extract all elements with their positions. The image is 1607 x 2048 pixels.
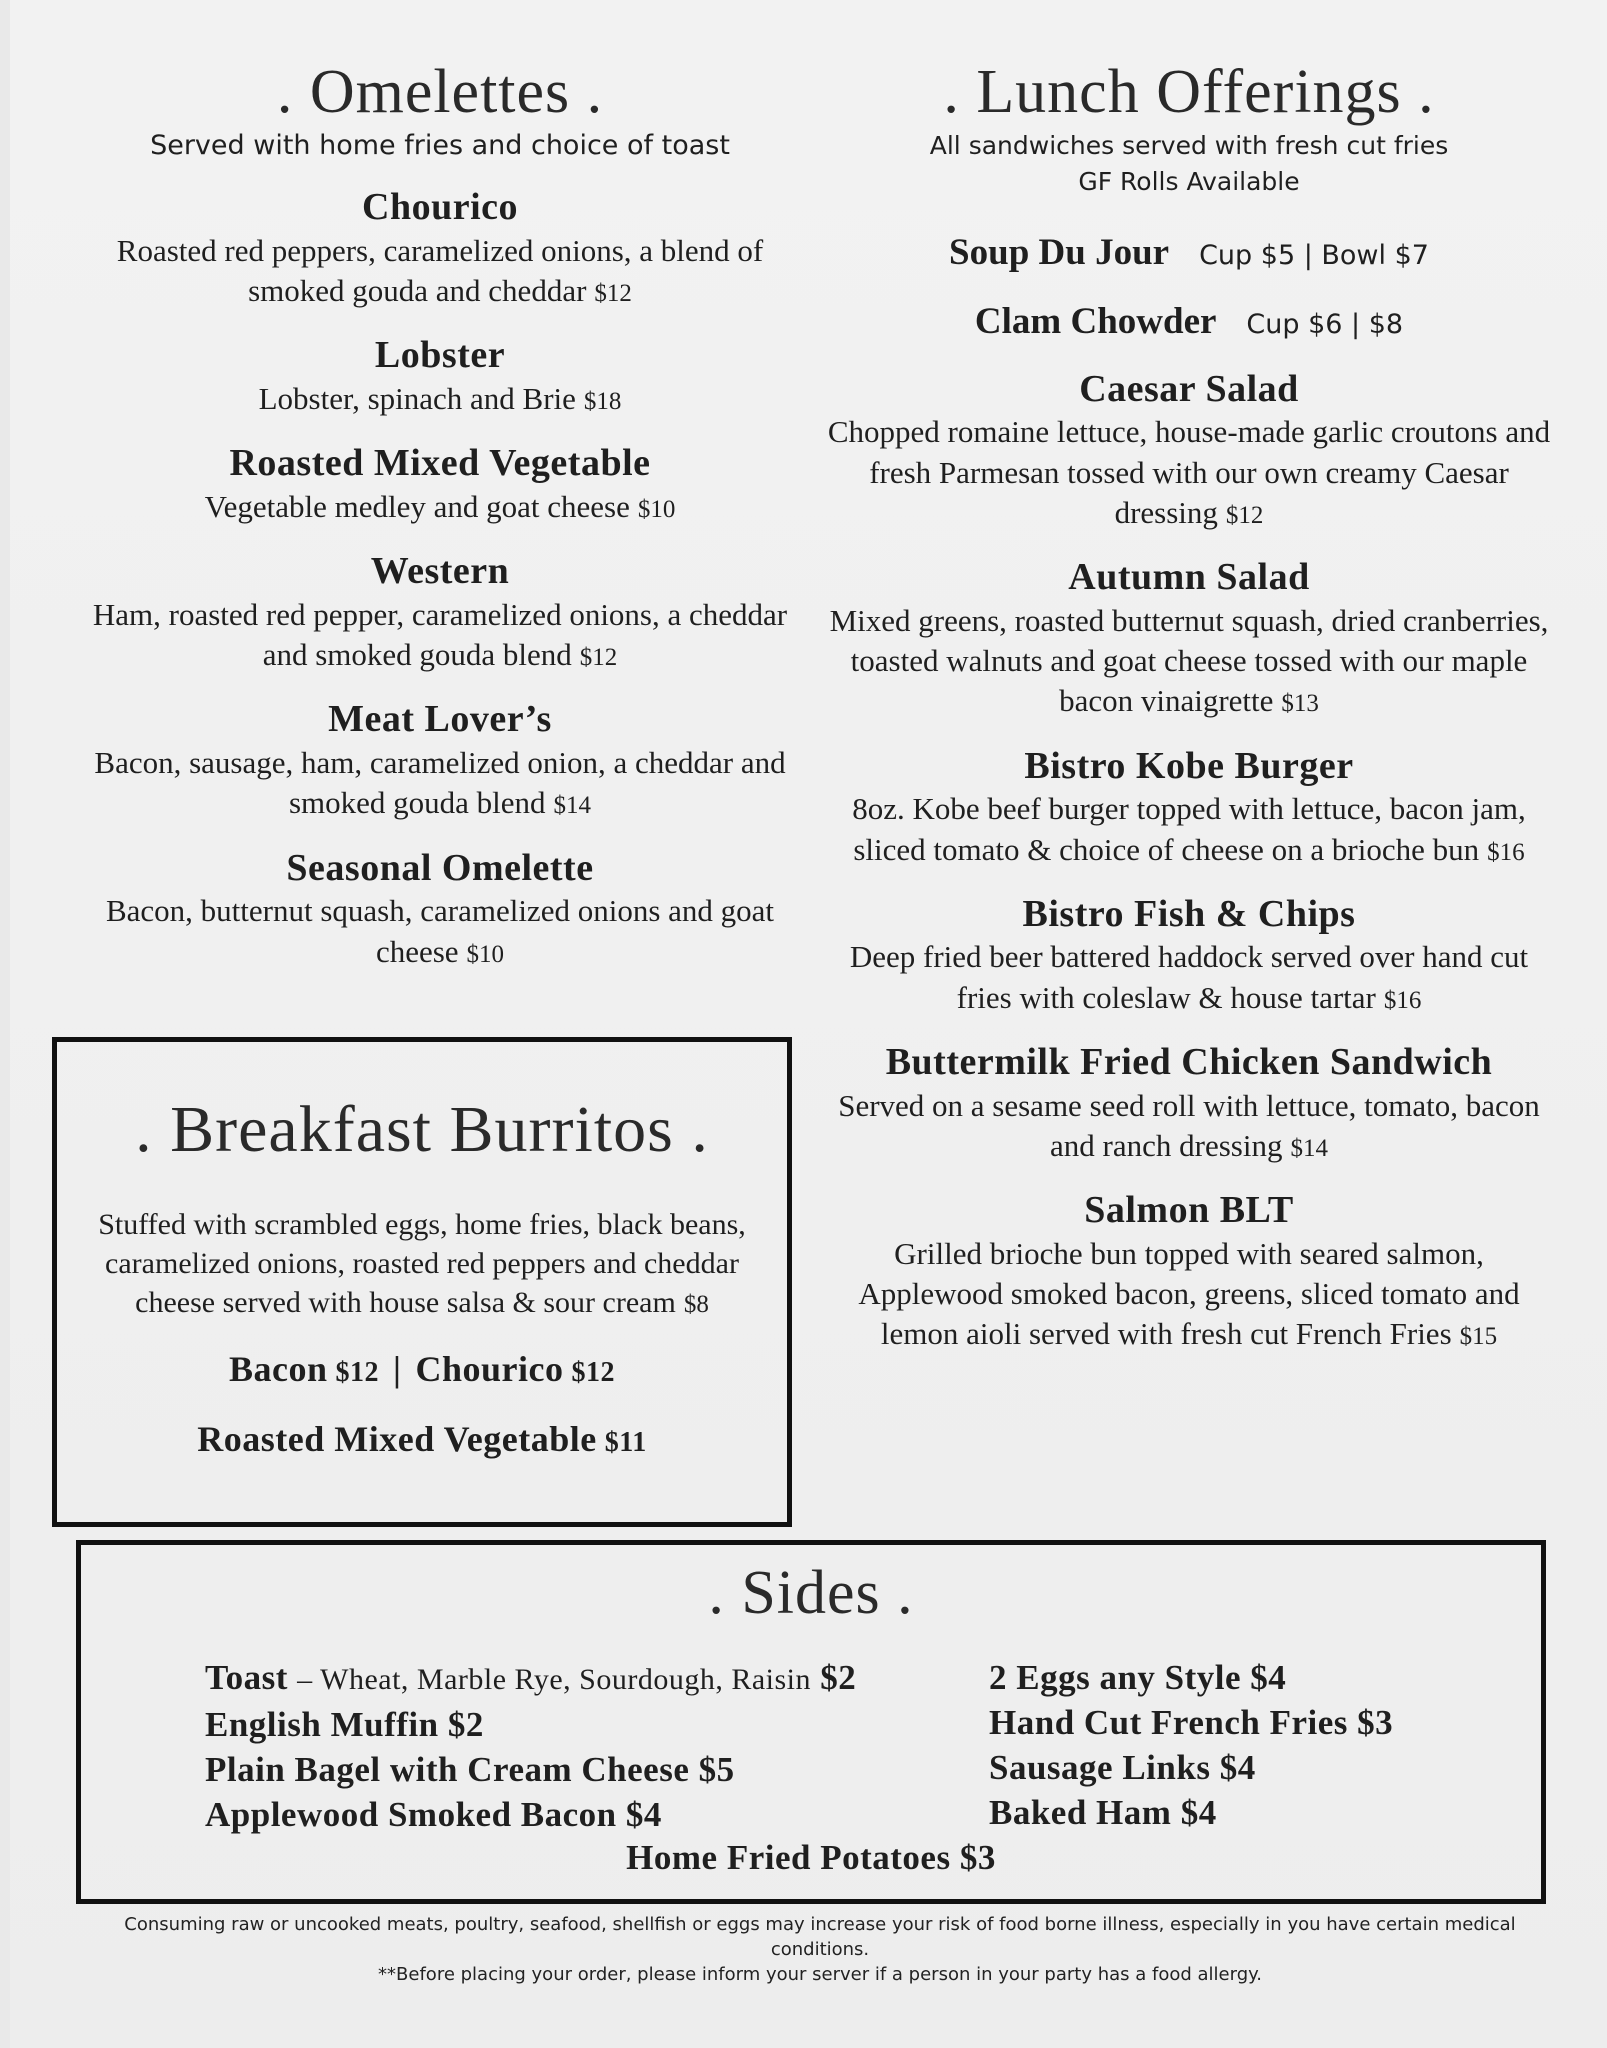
sides-section bbox=[76, 1540, 1546, 1904]
burritos-description: Stuffed with scrambled eggs, home fries, black beans, caramelized onions, roasted red peppers and cheddar cheese served with house salsa & sour cream $8 bbox=[98, 1207, 746, 1319]
item-price: $14 bbox=[553, 792, 592, 820]
sides-left-column bbox=[205, 1655, 985, 1837]
item-description: Grilled brioche bun topped with seared salmon, Applewood smoked bacon, greens, sliced tomato and lemon aioli served with fresh cut French Fries $15 bbox=[858, 1235, 1520, 1352]
item-description: Deep fried beer battered haddock served over hand cut fries with coleslaw & house tartar $16 bbox=[849, 939, 1529, 1015]
side-item: 2 Eggs any Style $4 bbox=[989, 1658, 1287, 1697]
side-item: Hand Cut French Fries $3 bbox=[989, 1703, 1394, 1742]
option-name: Chourico bbox=[415, 1348, 564, 1389]
item-price: $10 bbox=[637, 495, 676, 523]
item-name: Western bbox=[370, 550, 510, 593]
option-name: Bacon bbox=[229, 1348, 328, 1389]
side-item: Baked Ham $4 bbox=[989, 1793, 1217, 1832]
side-detail: – Wheat, Marble Rye, Sourdough, Raisin bbox=[297, 1663, 812, 1696]
item-name: Lobster bbox=[374, 334, 506, 377]
item-description: 8oz. Kobe beef burger topped with lettuce, bacon jam, sliced tomato & choice of cheese on a brioche bun $16 bbox=[852, 791, 1526, 867]
item-options: Cup $5 | Bowl $7 bbox=[1199, 239, 1429, 271]
item-price: $16 bbox=[1487, 838, 1525, 866]
item-description: Bacon, sausage, ham, caramelized onion, a cheddar and smoked gouda blend $14 bbox=[94, 745, 786, 821]
omelettes-section bbox=[60, 58, 820, 972]
option-price: $12 bbox=[335, 1356, 380, 1388]
item-name: Buttermilk Fried Chicken Sandwich bbox=[885, 1041, 1493, 1084]
item-description: Mixed greens, roasted butternut squash, dried cranberries, toasted walnuts and goat cheese tossed with our maple bacon vinaigrette $13 bbox=[829, 602, 1549, 719]
option-price: $11 bbox=[604, 1426, 647, 1458]
item-description: Vegetable medley and goat cheese $10 bbox=[204, 488, 676, 524]
menu-item bbox=[816, 367, 1562, 533]
menu-item bbox=[816, 892, 1562, 1018]
menu-page bbox=[10, 0, 1607, 2048]
side-item: Sausage Links $4 bbox=[989, 1748, 1256, 1787]
sides-title: . Sides . bbox=[708, 1559, 914, 1627]
burrito-options-row bbox=[57, 1348, 787, 1390]
item-price: $10 bbox=[466, 940, 505, 968]
menu-item bbox=[60, 333, 820, 419]
side-item: Plain Bagel with Cream Cheese $5 bbox=[205, 1750, 735, 1789]
burritos-title: . Breakfast Burritos . bbox=[135, 1093, 709, 1166]
menu-item-chowder bbox=[816, 300, 1562, 343]
item-price: $16 bbox=[1383, 986, 1422, 1014]
menu-item bbox=[60, 697, 820, 823]
side-item: Applewood Smoked Bacon $4 bbox=[205, 1795, 662, 1834]
omelettes-title: . Omelettes . bbox=[276, 58, 604, 126]
item-description: Served on a sesame seed roll with lettuce, tomato, bacon and ranch dressing $14 bbox=[838, 1087, 1540, 1163]
item-price: $8 bbox=[683, 1290, 709, 1318]
item-name: Autumn Salad bbox=[1068, 556, 1310, 599]
burritos-section bbox=[52, 1037, 792, 1527]
menu-item bbox=[816, 555, 1562, 721]
item-description: Lobster, spinach and Brie $18 bbox=[258, 381, 622, 417]
menu-item-soup bbox=[816, 231, 1562, 274]
item-name: Caesar Salad bbox=[1079, 367, 1299, 410]
item-name: Roasted Mixed Vegetable bbox=[229, 442, 651, 485]
item-name: Soup Du Jour bbox=[949, 231, 1170, 273]
item-price: $13 bbox=[1281, 690, 1319, 718]
burrito-options-row bbox=[57, 1418, 787, 1460]
item-name: Seasonal Omelette bbox=[286, 846, 594, 889]
item-name: Bistro Fish & Chips bbox=[1022, 892, 1356, 935]
side-item-toast bbox=[205, 1655, 985, 1702]
item-description: Roasted red peppers, caramelized onions, a blend of smoked gouda and cheddar $12 bbox=[116, 232, 764, 309]
menu-item bbox=[816, 744, 1562, 870]
side-price: $2 bbox=[820, 1658, 857, 1697]
separator: | bbox=[393, 1348, 402, 1389]
disclaimer-line: **Before placing your order, please inform your server if a person in your party has a food allergy. bbox=[378, 1964, 1262, 1986]
item-name: Salmon BLT bbox=[1084, 1189, 1294, 1232]
item-price: $15 bbox=[1459, 1323, 1498, 1351]
lunch-subtitle-line: GF Rolls Available bbox=[1078, 167, 1300, 197]
menu-item bbox=[60, 441, 820, 527]
lunch-title: . Lunch Offerings . bbox=[943, 58, 1435, 126]
omelettes-subtitle: Served with home fries and choice of toast bbox=[150, 130, 730, 162]
item-price: $14 bbox=[1290, 1134, 1328, 1162]
item-description: Bacon, butternut squash, caramelized onions and goat cheese $10 bbox=[105, 893, 775, 969]
disclaimer-line: Consuming raw or uncooked meats, poultry, seafood, shellfish or eggs may increase your risk of food borne illness, especially in you have certain medical conditions. bbox=[124, 1914, 1516, 1961]
menu-item bbox=[60, 846, 820, 972]
lunch-subtitle-line: All sandwiches served with fresh cut fries bbox=[929, 131, 1449, 161]
menu-item bbox=[816, 1188, 1562, 1354]
item-price: $18 bbox=[583, 388, 622, 416]
item-description: Ham, roasted red pepper, caramelized onions, a cheddar and smoked gouda blend $12 bbox=[92, 596, 788, 673]
side-item: English Muffin $2 bbox=[205, 1705, 484, 1744]
side-name: Toast bbox=[205, 1658, 288, 1697]
side-item-home-fries: Home Fried Potatoes $3 bbox=[626, 1838, 996, 1877]
allergy-disclaimer bbox=[90, 1912, 1550, 1988]
lunch-subtitle bbox=[816, 128, 1562, 201]
item-name: Clam Chowder bbox=[974, 300, 1217, 342]
item-price: $12 bbox=[1225, 501, 1264, 529]
menu-item bbox=[816, 1040, 1562, 1166]
lunch-section bbox=[816, 58, 1562, 1355]
item-description: Chopped romaine lettuce, house-made garlic croutons and fresh Parmesan tossed with our own creamy Caesar dressing $12 bbox=[827, 414, 1551, 530]
option-price: $12 bbox=[571, 1356, 615, 1388]
item-price: $12 bbox=[594, 280, 632, 308]
menu-item bbox=[60, 185, 820, 311]
item-options: Cup $6 | $8 bbox=[1246, 308, 1404, 340]
item-name: Chourico bbox=[362, 186, 518, 229]
item-name: Meat Lover’s bbox=[328, 698, 552, 741]
item-price: $12 bbox=[579, 644, 618, 672]
item-name: Bistro Kobe Burger bbox=[1024, 744, 1354, 787]
option-name: Roasted Mixed Vegetable bbox=[197, 1418, 597, 1459]
sides-right-column bbox=[989, 1655, 1549, 1835]
menu-item bbox=[60, 549, 820, 675]
